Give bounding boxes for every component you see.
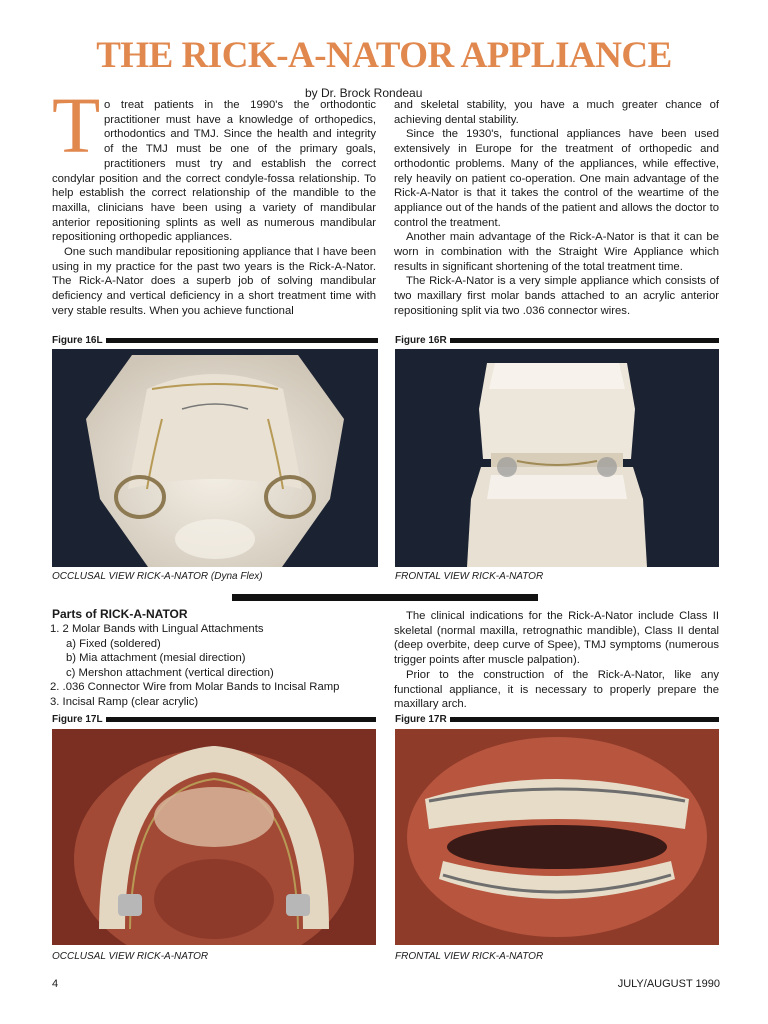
frontal-braces-illustration — [395, 729, 719, 945]
figure-17r-photo — [395, 729, 719, 945]
parts-list-item: c) Mershon attachment (vertical direction) — [66, 666, 274, 679]
figure-17r-label-text: Figure 17R — [395, 714, 447, 725]
occlusal-mouth-illustration — [52, 729, 376, 945]
figure-16r-photo — [395, 349, 719, 567]
figure-16l-photo — [52, 349, 378, 567]
figure-label-bar — [450, 717, 719, 722]
issue-date: JULY/AUGUST 1990 — [617, 978, 720, 990]
figure-16l-label-text: Figure 16L — [52, 335, 103, 346]
figure-label-bar — [106, 717, 376, 722]
figure-label-bar — [450, 338, 719, 343]
intro-paragraph-5: Another main advantage of the Rick-A-Nator is that it can be worn in combination with the Straight Wire Appliance which results in significant shortening of the total treatment time. — [394, 231, 719, 273]
clinical-paragraph-2: Prior to the construction of the Rick-A-Nator, like any functional appliance, it is necessary to properly prepare the maxillary arch. — [394, 668, 719, 711]
figure-17l-label — [52, 714, 376, 725]
figure-17l-caption: OCCLUSAL VIEW RICK-A-NATOR — [52, 951, 209, 962]
clinical-indications-column — [394, 609, 719, 712]
intro-paragraph-2: One such mandibular repositioning appliance that I have been using in my practice for the past two years is the Rick-A-Nator. The Rick-A-Nator does a superb job of solving mandibular deficiency and vertical deficiency in a short treatment time with very stable results. When you achieve functional — [52, 246, 376, 317]
drop-cap-spacer — [52, 83, 104, 170]
parts-list — [50, 622, 390, 709]
parts-heading: Parts of RICK-A-NATOR — [52, 607, 188, 621]
parts-list-item: a) Fixed (soldered) — [66, 637, 161, 650]
figure-label-bar — [106, 338, 378, 343]
drop-cap: T — [52, 83, 101, 170]
intro-paragraph-6: The Rick-A-Nator is a very simple appliance which consists of two maxillary first molar bands attached to an acrylic anterior repositioning split via two .036 connector wires. — [394, 275, 719, 317]
parts-list-item: 3. Incisal Ramp (clear acrylic) — [50, 695, 199, 708]
figure-16l-caption: OCCLUSAL VIEW RICK-A-NATOR (Dyna Flex) — [52, 571, 263, 582]
article-title: THE RICK-A-NATOR APPLIANCE — [96, 35, 672, 76]
occlusal-model-illustration — [52, 349, 378, 567]
page-number: 4 — [52, 978, 59, 990]
intro-right-column — [394, 98, 719, 319]
figure-17r-caption: FRONTAL VIEW RICK-A-NATOR — [395, 951, 544, 962]
figure-17l-label-text: Figure 17L — [52, 714, 103, 725]
section-divider — [232, 594, 538, 601]
frontal-model-illustration — [395, 349, 719, 567]
figure-16r-label-text: Figure 16R — [395, 335, 447, 346]
parts-list-item: b) Mia attachment (mesial direction) — [66, 652, 246, 664]
parts-list-item: 1. 2 Molar Bands with Lingual Attachments — [50, 623, 264, 635]
figure-16l-label — [52, 335, 378, 346]
figure-17r-label — [395, 714, 719, 725]
intro-paragraph-1: o treat patients in the 1990's the orthodontic practitioner must have a knowledge of orthopedics, orthodontics and TMJ. Since the health and integrity of the TMJ must be one of the primary goals, practitioners must try and establish the correct condylar position and the correct condyle-fossa relationship. To help establish the correct relationship of the mandible to the maxilla, clinicians have been using a variety of mandibular anterior repositioning splints as well as numerous mandibular repositioning orthopedic appliances. — [52, 99, 376, 244]
parts-list-item: 2. .036 Connector Wire from Molar Bands to Incisal Ramp — [50, 681, 340, 693]
clinical-paragraph-1: The clinical indications for the Rick-A-Nator include Class II skeletal (normal maxilla, retrognathic mandible), Class II dental (deep overbite, deep curve of Spee), TMJ symptoms (numerous trigger points after muscle palpation). — [394, 610, 719, 667]
intro-paragraph-4: Since the 1930's, functional appliances have been used extensively in Europe for the treatment of orthopedic and orthodontic problems. Many of the appliances, while effective, rely heavily on patient co-operation. One main advantage of the Rick-A-Nator is that it takes the control of the weartime of the appliance out of the hands of the patient and allows the doctor to control the treatment. — [394, 128, 719, 229]
intro-paragraph-3: and skeletal stability, you have a much greater chance of achieving dental stability. — [394, 99, 719, 126]
figure-17l-photo — [52, 729, 376, 945]
author-byline: by Dr. Brock Rondeau — [305, 86, 423, 100]
figure-16r-caption: FRONTAL VIEW RICK-A-NATOR — [395, 571, 544, 582]
figure-16r-label — [395, 335, 719, 346]
